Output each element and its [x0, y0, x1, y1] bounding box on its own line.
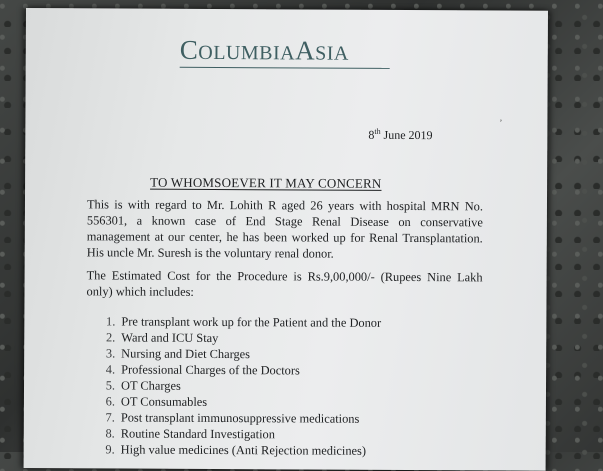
list-item: 2. Ward and ICU Stay: [105, 330, 219, 346]
list-item: 6. OT Consumables: [105, 394, 208, 409]
inclusions-list: [86, 313, 382, 459]
list-item: 7. Post transplant immunosuppressive medications: [105, 410, 360, 426]
pen-mark: ʼ: [499, 117, 503, 128]
list-item: 4. Professional Charges of the Doctors: [105, 362, 300, 378]
letter-heading: TO WHOMSOEVER IT MAY CONCERN: [150, 174, 382, 191]
list-item: 8. Routine Standard Investigation: [105, 426, 275, 442]
logo-underline: [180, 67, 390, 69]
letter-date: [368, 128, 432, 143]
intro-paragraph: This is with regard to Mr. Lohith R aged 26 years with hospital MRN No. 556301, a known case of End Stage Renal Disease on conservative management at our center, he has been worked up for Renal Transplantation. His uncle Mr. Suresh is the voluntary renal donor.: [86, 197, 484, 261]
list-item: 3. Nursing and Diet Charges: [105, 346, 251, 362]
logo-word-asia: SIA: [315, 42, 349, 65]
list-item: 1. Pre transplant work up for the Patient and the Donor: [106, 314, 382, 330]
date-day: 8: [368, 127, 375, 142]
date-suffix: th: [374, 126, 381, 136]
columbia-asia-logo: COLUMBIAASIA: [180, 35, 390, 66]
letter-paper: [24, 8, 548, 471]
list-item: 9. High value medicines (Anti Rejection medicines): [105, 442, 367, 458]
logo-word-columbia: OLUMBIA: [198, 41, 296, 65]
cost-paragraph: The Estimated Cost for the Procedure is Rs.9,00,000/- (Rupees Nine Lakh only) which includes:: [86, 268, 483, 299]
date-rest: June 2019: [380, 127, 433, 143]
list-item: 5. OT Charges: [105, 378, 181, 393]
